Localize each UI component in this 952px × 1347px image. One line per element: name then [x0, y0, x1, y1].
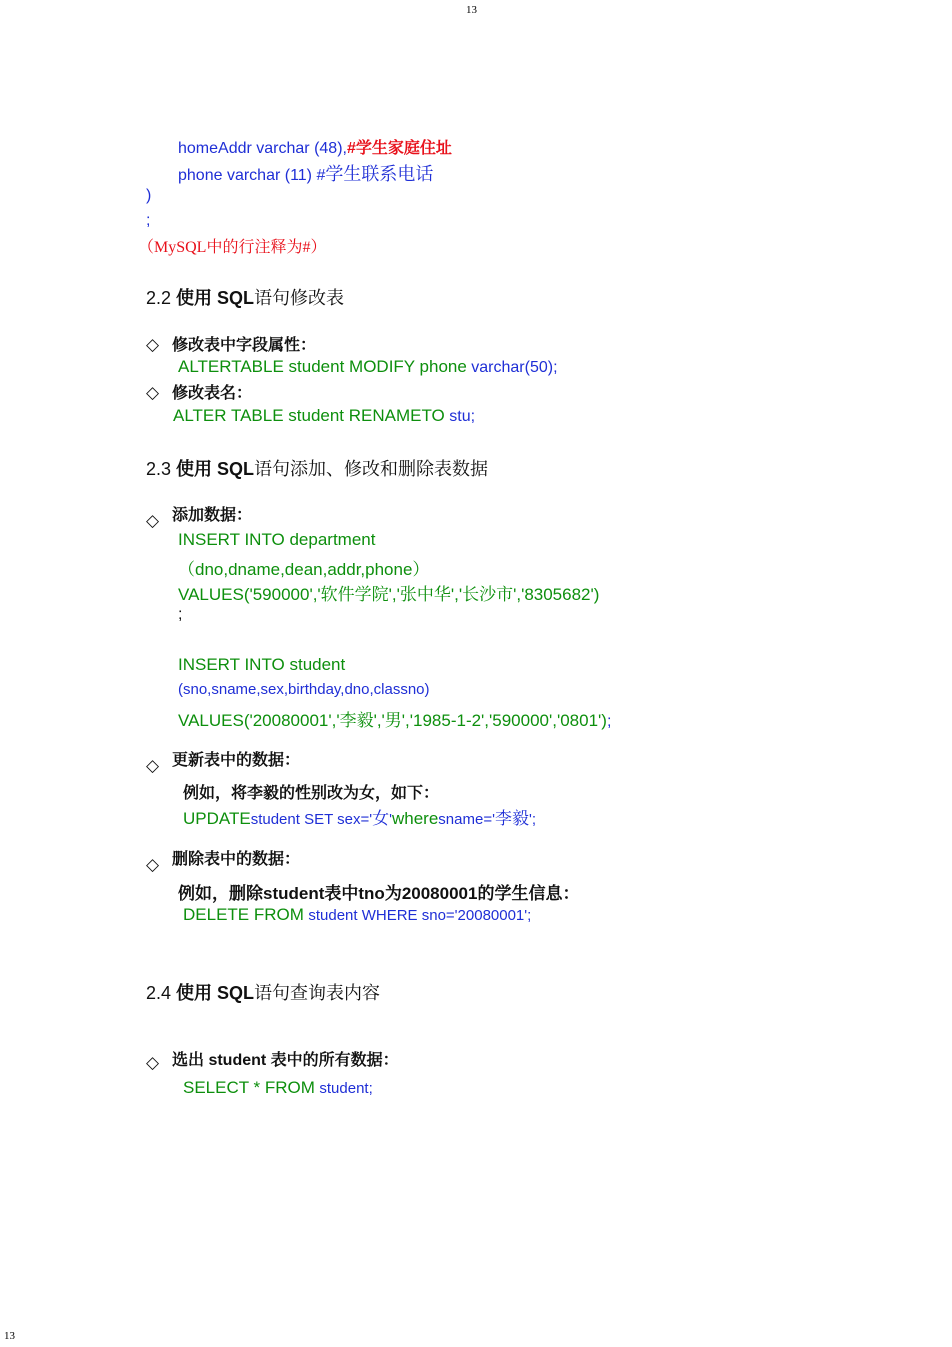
code-blue: '	[389, 811, 392, 828]
select-code	[183, 1078, 373, 1098]
section-number: 2.4	[146, 983, 172, 1003]
code-green: SELECT * FROM	[183, 1078, 315, 1097]
update-data-item	[146, 747, 301, 775]
update-example: 例如，将李毅的性别改为女，如下：	[183, 785, 440, 802]
code-green: DELETE FROM	[183, 905, 304, 924]
section-title-rest: 语句查询表内容	[254, 983, 381, 1003]
section-number: 2.3	[146, 459, 172, 479]
code-blue-serif: 女	[372, 809, 390, 828]
statement-semicolon: ;	[146, 212, 151, 229]
rename-table-item	[146, 380, 252, 403]
insert-department-line-3: VALUES('590000','软件学院','张中华','长沙市','8305682')	[178, 585, 600, 604]
page-number-top: 13	[466, 4, 477, 16]
code-green: ALTERTABLE student MODIFY phone	[178, 357, 467, 376]
section-title-bold: 使用 SQL	[176, 459, 255, 479]
code-green: ALTER TABLE student RENAMETO	[173, 406, 445, 425]
code-green: VALUES('20080001','李毅','男','1985-1-2','590000','0801')	[178, 711, 607, 730]
section-title-rest: 语句修改表	[254, 288, 345, 308]
section-2-3-heading	[146, 455, 488, 481]
code-blue: student;	[319, 1080, 373, 1097]
item-label: 添加数据：	[172, 507, 253, 524]
delete-example: 例如，删除student表中tno为20080001的学生信息：	[178, 884, 580, 903]
code-blue: varchar(50);	[471, 359, 558, 376]
rename-table-code	[173, 406, 475, 426]
code-blue: ';	[528, 811, 536, 828]
add-data-item	[146, 502, 253, 530]
insert-department-line-4: ;	[178, 606, 183, 623]
comment-note: （MySQL中的行注释为#）	[138, 239, 327, 256]
diamond-bullet-icon: ◇	[146, 511, 160, 530]
code-green: where	[391, 809, 439, 828]
home-addr-code: homeAddr varchar (48),	[178, 140, 347, 157]
item-label: 更新表中的数据：	[172, 752, 301, 769]
page-number-bottom: 13	[4, 1330, 15, 1342]
section-title-bold: 使用 SQL	[176, 983, 255, 1003]
diamond-bullet-icon: ◇	[146, 335, 160, 354]
item-label: 修改表名：	[172, 385, 253, 402]
item-label: 修改表中字段属性：	[172, 337, 317, 354]
delete-data-item	[146, 846, 301, 874]
insert-student-line-2: (sno,sname,sex,birthday,dno,classno)	[178, 681, 430, 698]
code-blue: student WHERE sno='20080001';	[308, 907, 532, 924]
section-2-2-heading	[146, 284, 344, 310]
item-label: 删除表中的数据：	[172, 851, 301, 868]
item-label: 选出 student 表中的所有数据：	[172, 1052, 399, 1069]
section-title-bold: 使用 SQL	[176, 288, 255, 308]
phone-comment: 学生联系电话	[325, 164, 434, 184]
diamond-bullet-icon: ◇	[146, 756, 160, 775]
delete-code	[183, 905, 531, 925]
insert-department-line-1: INSERT INTO department	[178, 530, 376, 549]
section-title-rest: 语句添加、修改和删除表数据	[254, 459, 489, 479]
diamond-bullet-icon: ◇	[146, 383, 160, 402]
code-blue: ;	[606, 713, 612, 730]
code-green: UPDATE	[183, 809, 251, 828]
close-paren: )	[146, 187, 152, 204]
phone-code: phone varchar (11) #	[178, 167, 326, 184]
code-blue: sname='	[438, 811, 495, 828]
code-blue-serif: 李毅	[494, 809, 529, 828]
update-code	[183, 804, 536, 829]
diamond-bullet-icon: ◇	[146, 855, 160, 874]
modify-field-item	[146, 332, 316, 355]
section-number: 2.2	[146, 288, 172, 308]
insert-student-line-3	[178, 706, 611, 731]
insert-student-line-1: INSERT INTO student	[178, 655, 346, 674]
section-2-4-heading	[146, 979, 380, 1005]
diamond-bullet-icon: ◇	[146, 1053, 160, 1072]
code-blue: stu;	[449, 408, 476, 425]
code-blue: student SET sex='	[250, 811, 373, 828]
insert-department-line-2: （dno,dname,dean,addr,phone）	[178, 560, 430, 579]
select-all-item	[146, 1047, 399, 1070]
home-addr-line	[178, 135, 452, 158]
phone-line	[178, 160, 433, 186]
modify-field-code	[178, 357, 558, 377]
home-addr-comment: #学生家庭住址	[346, 140, 452, 157]
